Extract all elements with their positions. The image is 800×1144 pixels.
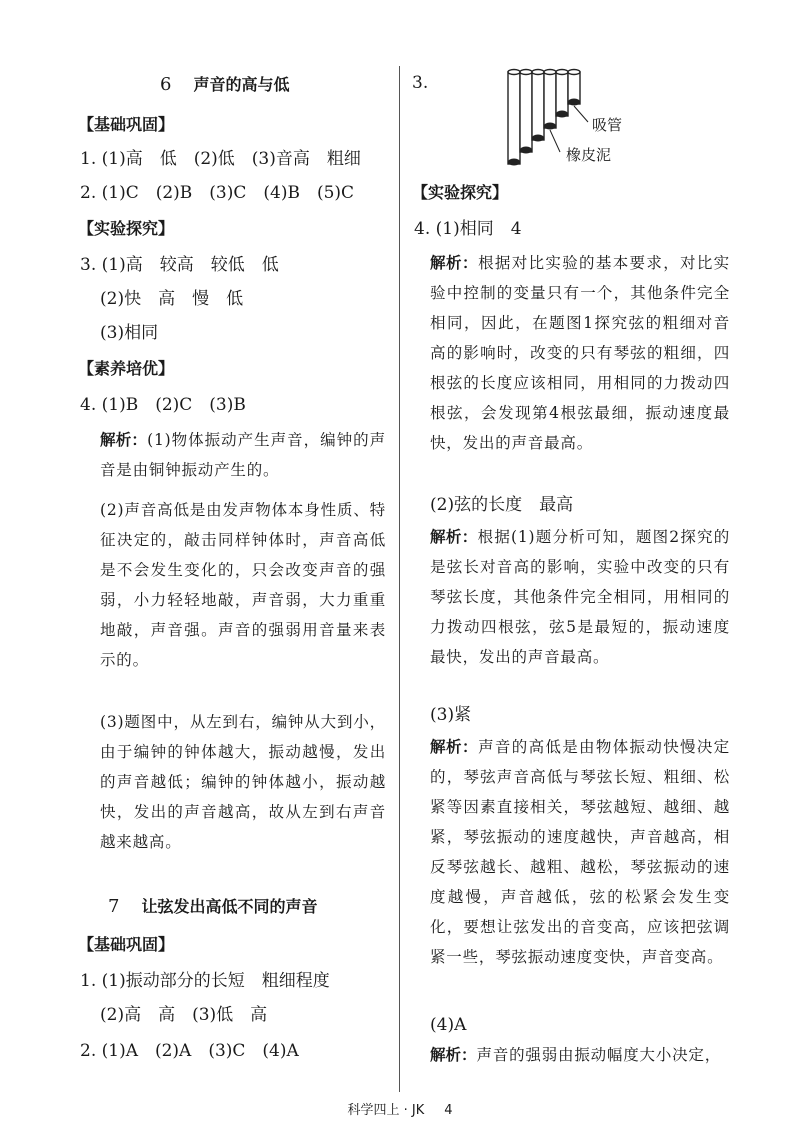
straw-leader-line xyxy=(574,106,588,122)
section-experiment-right: 【实验探究】 xyxy=(412,183,509,202)
analysis-text: 根据对比实验的基本要求，对比实验中控制的变量只有一个，其他条件完全相同，因此，在题图1探究弦的粗细对音高的影响时，改变的只有琴弦的粗细，四根弦的长度应该相同，用相同的力拨动四根弦，会发现第4根弦最细，振动速度最快，发出的声音最高。 xyxy=(430,254,730,452)
answer-q4-2: (2)弦的长度 最高 xyxy=(430,495,574,515)
analysis-text: 根据(1)题分析可知，题图2探究的是弦长对音高的影响，实验中改变的只有琴弦长度，其他条件完全相同，用相同的力拨动四根弦，弦5是最短的，振动速度最快，发出的声音最高。 xyxy=(430,528,730,666)
analysis-2: (2)声音高低是由发声物体本身性质、特征决定的，敲击同样钟体时，声音高低是不会发生变化的，只会改变声音的强弱，小力轻轻地敲，声音弱，大力重重地敲，声音强。声音的强弱用音量来表示的。 xyxy=(100,501,386,669)
analysis-right-4 xyxy=(430,1040,730,1070)
lesson-7-heading xyxy=(108,896,317,918)
analysis-text: (1)物体振动产生声音，编钟的声音是由铜钟振动产生的。 xyxy=(100,431,386,479)
section-experiment: 【实验探究】 xyxy=(78,219,175,238)
analysis-3: (3)题图中，从左到右，编钟从大到小，由于编钟的钟体越大，振动越慢，发出的声音越低；编钟的钟体越小，振动越快，发出的声音越高，故从左到右声音越来越高。 xyxy=(100,713,386,851)
straw-label: 吸管 xyxy=(592,116,623,134)
answer-q4: 4. (1)B (2)C (3)B xyxy=(80,395,246,415)
section-advanced: 【素养培优】 xyxy=(78,359,175,378)
lesson-title: 声音的高与低 xyxy=(193,75,290,94)
page-number: 4 xyxy=(444,1103,453,1118)
analysis-right-1 xyxy=(430,248,730,458)
analysis-label: 解析： xyxy=(430,528,478,546)
clay-leader-line xyxy=(550,130,560,152)
straw-4 xyxy=(544,72,556,128)
column-divider xyxy=(399,66,400,1092)
analysis-text: 声音的高低是由物体振动快慢决定的，琴弦声音高低与琴弦长短、粗细、松紧等因素直接相关，琴弦越短、越细、越紧，琴弦振动的速度越快，声音越高，相反琴弦越长、越粗、越松，琴弦振动的速度越慢，声音越低，弦的松紧会发生变化，要想让弦发出的音变高，应该把弦调紧一些，琴弦振动速度变快，声音变高。 xyxy=(430,738,730,966)
lesson-title: 让弦发出高低不同的声音 xyxy=(141,897,318,916)
answer-q5: 1. (1)振动部分的长短 粗细程度 xyxy=(80,971,330,991)
answer-q4-right: 4. (1)相同 4 xyxy=(414,219,522,239)
answer-q2: 2. (1)C (2)B (3)C (4)B (5)C xyxy=(80,183,355,203)
answer-q3: 3. (1)高 较高 较低 低 xyxy=(80,255,279,275)
answer-q3-2: (2)快 高 慢 低 xyxy=(100,289,244,309)
clay-plug xyxy=(508,159,520,166)
answer-q3-num: 3. xyxy=(412,73,429,93)
lesson-number: 6 xyxy=(160,74,172,95)
answer-q4-3: (3)紧 xyxy=(430,705,472,725)
analysis-right-2 xyxy=(430,522,730,672)
section-basic: 【基础巩固】 xyxy=(78,115,175,134)
answer-q3-3: (3)相同 xyxy=(100,323,159,343)
answer-q6: 2. (1)A (2)A (3)C (4)A xyxy=(80,1041,299,1061)
footer-subject: 科学四上 · JK xyxy=(347,1103,425,1118)
section-basic-2: 【基础巩固】 xyxy=(78,935,175,954)
answer-q5-2: (2)高 高 (3)低 高 xyxy=(100,1005,268,1025)
straw-2 xyxy=(520,72,532,152)
analysis-1 xyxy=(100,425,386,485)
answer-q1: 1. (1)高 低 (2)低 (3)音高 粗细 xyxy=(80,149,361,169)
lesson-number: 7 xyxy=(108,896,120,917)
analysis-text: 声音的强弱由振动幅度大小决定， xyxy=(476,1046,722,1064)
analysis-label: 解析： xyxy=(430,738,479,756)
analysis-right-3 xyxy=(430,732,730,972)
analysis-label: 解析： xyxy=(100,431,148,449)
straw-3 xyxy=(532,72,544,140)
analysis-label: 解析： xyxy=(430,254,479,272)
page-footer xyxy=(0,1099,800,1118)
straw-panpipe-diagram xyxy=(496,64,666,174)
clay-label: 橡皮泥 xyxy=(566,146,612,164)
straw-5 xyxy=(556,72,568,116)
answer-q4-4: (4)A xyxy=(430,1015,467,1035)
straw-1 xyxy=(508,72,520,164)
analysis-label: 解析： xyxy=(430,1046,477,1064)
lesson-6-heading xyxy=(160,74,289,96)
